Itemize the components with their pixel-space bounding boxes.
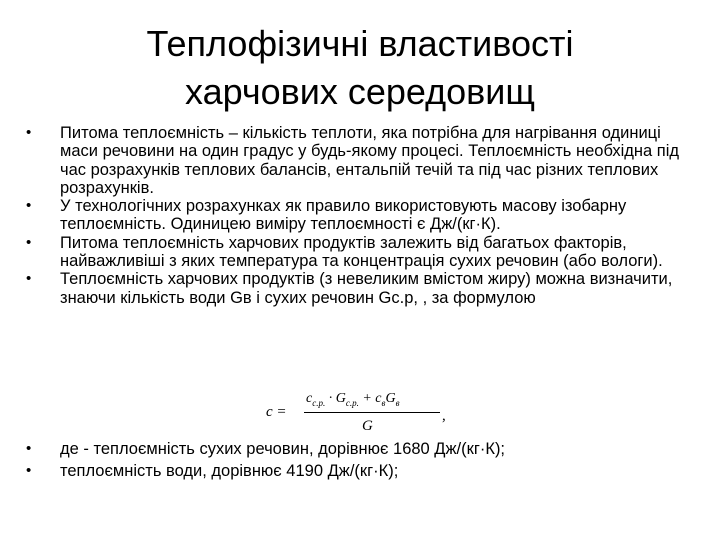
- fraction-bar: [304, 412, 440, 413]
- bullet-icon: •: [26, 440, 32, 457]
- slide-title-line-2: харчових середовищ: [184, 71, 535, 112]
- formula-comma: ,: [442, 408, 446, 424]
- bullet-icon: •: [26, 233, 32, 251]
- slide-title: [60, 20, 660, 116]
- bullet-text-2: У технологічних розрахунках як правило використовують масову ізобарну теплоємність. Одиницею виміру теплоємності є Дж/(кг·К).: [60, 197, 627, 234]
- bullet-text-1: Питома теплоємність – кількість теплоти, яка потрібна для нагрівання одиниці маси речовини на один градус у будь-якому процесі. Теплоємність необхідна під час розрахунків теплових балансів, ентальпій течій та під час різних теплових розрахунків.: [60, 124, 679, 197]
- slide-title-line-1: Теплофізичні властивості: [146, 23, 574, 64]
- bullet-list: [24, 124, 700, 307]
- bullet-item-1: [24, 124, 700, 197]
- bullet-text-4: Теплоємність харчових продуктів (з невеликим вмістом жиру) можна визначити, знаючи кількість води Gв і сухих речовин Gс.р, , за формулою: [60, 270, 673, 307]
- bottom-bullet-text-2: теплоємність води, дорівнює 4190 Дж/(кг·К);: [60, 462, 399, 480]
- bottom-bullet-item-1: [24, 438, 700, 460]
- bullet-item-3: [24, 234, 700, 271]
- heat-capacity-formula: [266, 388, 446, 440]
- bullet-text-3: Питома теплоємність харчових продуктів залежить від багатьох факторів, найважливіші з яких температура та концентрація сухих речовин (або вологи).: [60, 233, 663, 271]
- bottom-bullet-list: [24, 438, 700, 482]
- bullet-item-2: [24, 197, 700, 234]
- formula-numerator: $c_{c.p.} \cdot G_{c.p.} + c_вG_в$: [306, 391, 400, 408]
- formula-denominator: G: [362, 418, 373, 434]
- bottom-bullet-text-1: де - теплоємність сухих речовин, дорівнює 1680 Дж/(кг·К);: [60, 440, 506, 458]
- bullet-icon: •: [26, 124, 32, 141]
- bullet-icon: •: [26, 197, 32, 215]
- bottom-bullet-item-2: [24, 460, 700, 482]
- bullet-icon: •: [26, 462, 32, 479]
- bullet-icon: •: [26, 270, 32, 288]
- bullet-item-4: [24, 270, 700, 307]
- formula-lhs: c =: [266, 404, 287, 420]
